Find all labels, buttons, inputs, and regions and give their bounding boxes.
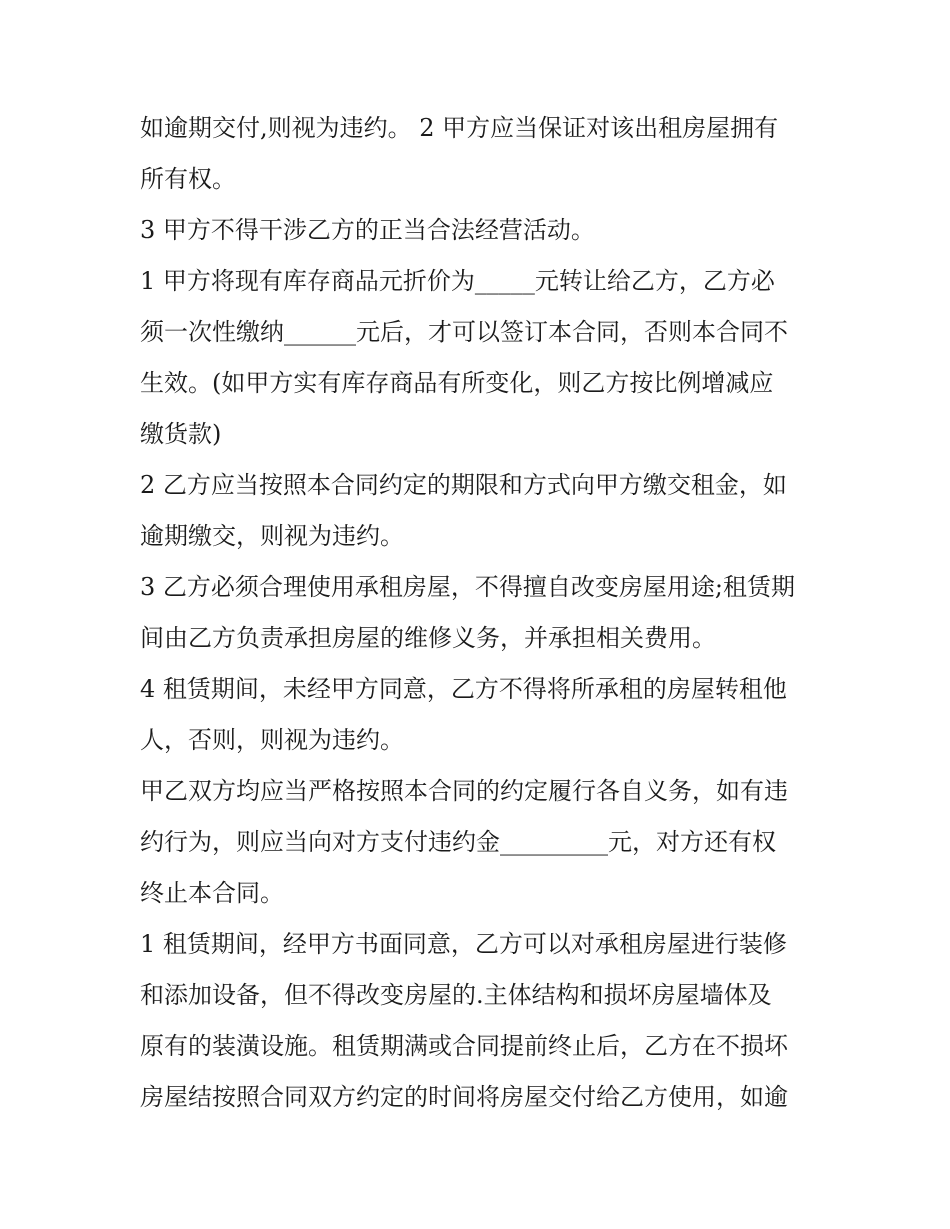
text-line: 须一次性缴纳______元后，才可以签订本合同，否则本合同不 [140,318,788,346]
text-line: 如逾期交付,则视为违约。 2 甲方应当保证对该出租房屋拥有 [140,114,779,142]
text-line: 1 租赁期间，经甲方书面同意，乙方可以对承租房屋进行装修 [140,930,787,958]
text-line: 原有的装潢设施。租赁期满或合同提前终止后，乙方在不损坏 [140,1032,788,1060]
text-line: 生效。(如甲方实有库存商品有所变化，则乙方按比例增减应 [140,369,774,397]
text-line: 3 甲方不得干涉乙方的正当合法经营活动。 [140,216,595,244]
text-line: 3 乙方必须合理使用承租房屋，不得擅自改变房屋用途;租赁期 [140,573,795,601]
text-line: 人，否则，则视为违约。 [140,726,404,754]
text-line: 约行为，则应当向对方支付违约金_________元，对方还有权 [140,828,776,856]
text-line: 1 甲方将现有库存商品元折价为_____元转让给乙方，乙方必 [140,267,775,295]
text-line: 缴货款) [140,420,222,448]
text-line: 间由乙方负责承担房屋的维修义务，并承担相关费用。 [140,624,716,652]
text-line: 逾期缴交，则视为违约。 [140,522,404,550]
text-line: 终止本合同。 [140,879,284,907]
text-line: 所有权。 [140,165,236,193]
text-line: 房屋结按照合同双方约定的时间将房屋交付给乙方使用，如逾 [140,1083,788,1111]
text-line: 4 租赁期间，未经甲方同意，乙方不得将所承租的房屋转租他 [140,675,787,703]
text-line: 甲乙双方均应当严格按照本合同的约定履行各自义务，如有违 [140,777,788,805]
text-line: 2 乙方应当按照本合同约定的期限和方式向甲方缴交租金，如 [140,471,787,499]
document-body [140,103,820,1123]
text-line: 和添加设备，但不得改变房屋的.主体结构和损坏房屋墙体及 [140,981,772,1009]
